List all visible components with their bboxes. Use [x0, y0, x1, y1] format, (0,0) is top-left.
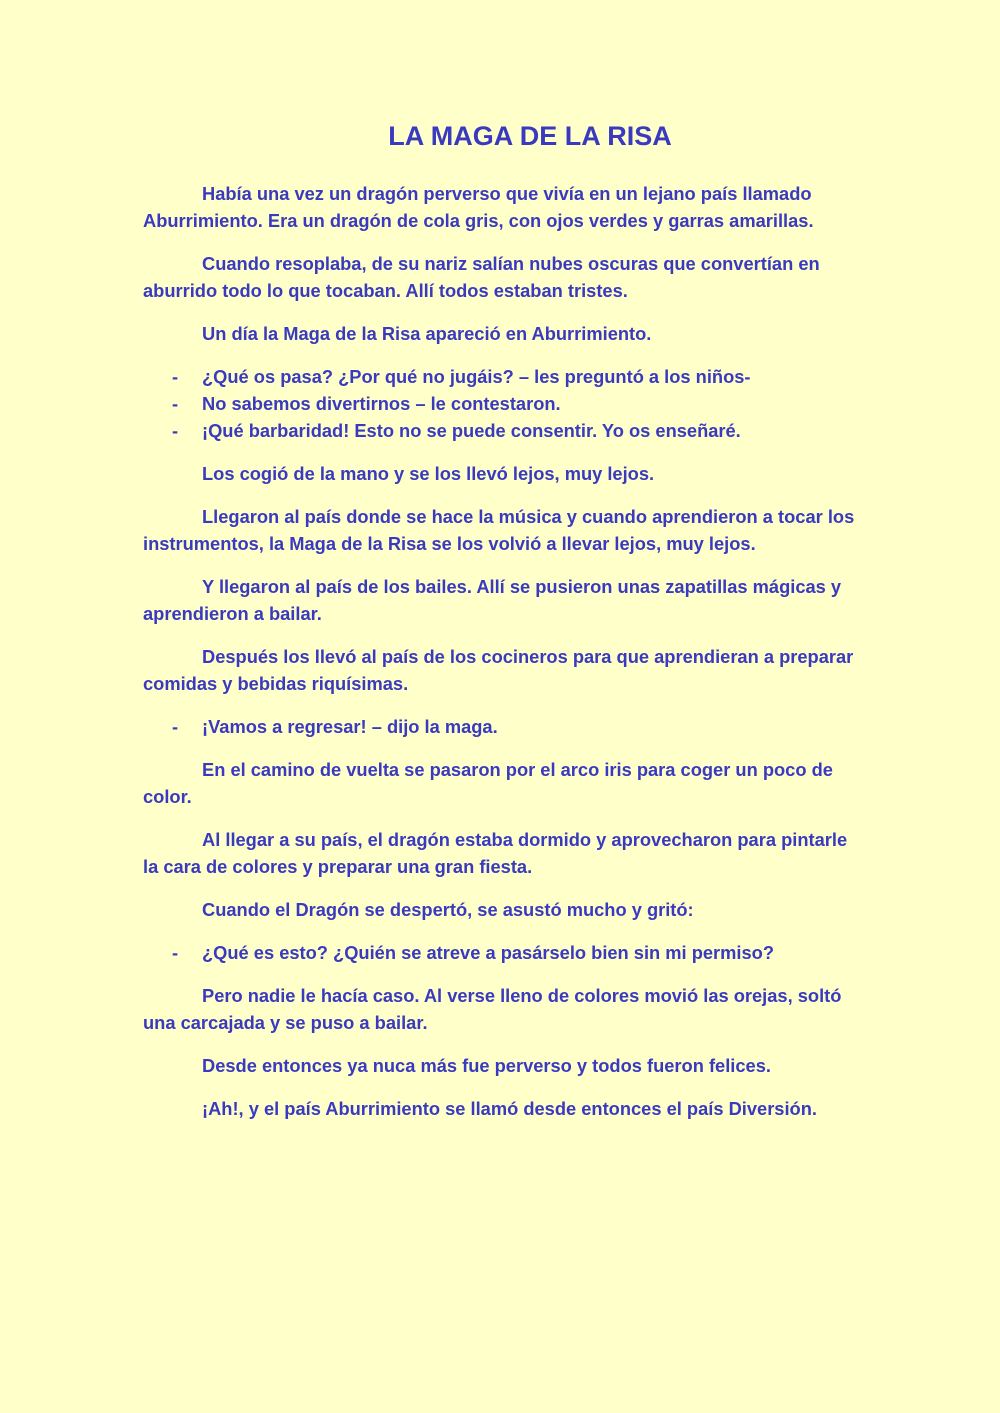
paragraph: Un día la Maga de la Risa apareció en Aburrimiento.	[202, 323, 652, 344]
dash-marker: -	[172, 420, 179, 441]
dialogue-text: ¡Qué barbaridad! Esto no se puede consentir. Yo os enseñaré.	[202, 420, 741, 441]
paragraph: En el camino de vuelta se pasaron por el arco iris para coger un poco de color.	[143, 759, 833, 807]
dialogue-line	[143, 939, 859, 966]
dialogue-list	[143, 713, 859, 740]
paragraph: Había una vez un dragón perverso que vivía en un lejano país llamado Aburrimiento. Era un dragón de cola gris, con ojos verdes y garras amarillas.	[143, 183, 814, 231]
dialogue-line	[143, 417, 859, 444]
dialogue-text: ¡Vamos a regresar! – dijo la maga.	[202, 716, 498, 737]
dash-marker: -	[172, 716, 179, 737]
dialogue-line	[143, 713, 859, 740]
dash-marker: -	[172, 366, 179, 387]
dialogue-list	[143, 939, 859, 966]
dialogue-text: ¿Qué os pasa? ¿Por qué no jugáis? – les preguntó a los niños-	[202, 366, 751, 387]
dialogue-line	[143, 390, 859, 417]
dash-marker: -	[172, 393, 179, 414]
dialogue-line	[143, 363, 859, 390]
paragraph: Cuando resoplaba, de su nariz salían nubes oscuras que convertían en aburrido todo lo que tocaban. Allí todos estaban tristes.	[143, 253, 820, 301]
story-title: LA MAGA DE LA RISA	[388, 121, 672, 151]
paragraph: Llegaron al país donde se hace la música y cuando aprendieron a tocar los instrumentos, la Maga de la Risa se los volvió a llevar lejos, muy lejos.	[143, 506, 855, 554]
paragraph: ¡Ah!, y el país Aburrimiento se llamó desde entonces el país Diversión.	[202, 1098, 817, 1119]
dialogue-text: No sabemos divertirnos – le contestaron.	[202, 393, 561, 414]
paragraph: Y llegaron al país de los bailes. Allí se pusieron unas zapatillas mágicas y aprendieron a bailar.	[143, 576, 842, 624]
paragraph: Los cogió de la mano y se los llevó lejos, muy lejos.	[202, 463, 655, 484]
dialogue-list	[143, 363, 859, 444]
dialogue-text: ¿Qué es esto? ¿Quién se atreve a pasárselo bien sin mi permiso?	[202, 942, 774, 963]
paragraph: Después los llevó al país de los cocineros para que aprendieran a preparar comidas y bebidas riquísimas.	[143, 646, 854, 694]
dash-marker: -	[172, 942, 179, 963]
paragraph: Al llegar a su país, el dragón estaba dormido y aprovecharon para pintarle la cara de colores y preparar una gran fiesta.	[143, 829, 848, 877]
story-page	[143, 118, 859, 1138]
paragraph: Cuando el Dragón se despertó, se asustó mucho y gritó:	[202, 899, 694, 920]
paragraph: Desde entonces ya nuca más fue perverso y todos fueron felices.	[202, 1055, 771, 1076]
paragraph: Pero nadie le hacía caso. Al verse lleno de colores movió las orejas, soltó una carcajada y se puso a bailar.	[143, 985, 842, 1033]
